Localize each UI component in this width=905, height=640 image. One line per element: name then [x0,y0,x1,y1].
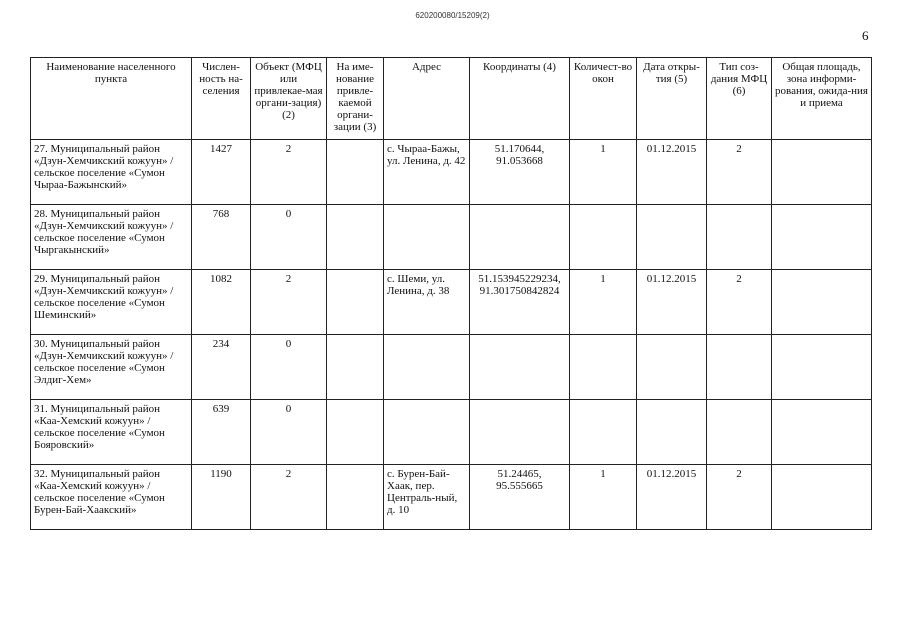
cell-area [772,205,872,270]
cell-coordinates [470,205,570,270]
cell-org-name [327,465,384,530]
cell-coordinates [470,400,570,465]
cell-windows: 1 [570,465,637,530]
cell-object: 0 [251,400,327,465]
column-header-area: Общая площадь, зона информи-рования, ожида-ния и приема [772,58,872,140]
column-header-object: Объект (МФЦ или привлекае-мая органи-зация) (2) [251,58,327,140]
column-header-windows: Количест-во окон [570,58,637,140]
table-row [31,205,872,270]
cell-address: с. Бурен-Бай-Хаак, пер. Централь-ный, д. 10 [384,465,470,530]
cell-address [384,400,470,465]
cell-population: 1190 [192,465,251,530]
cell-opening-date [637,335,707,400]
table-row [31,270,872,335]
cell-mfc-type [707,400,772,465]
cell-name: 27. Муниципальный район «Дзун-Хемчикский кожуун» / сельское поселение «Сумон Чыраа-Бажынский» [31,140,192,205]
cell-population: 1082 [192,270,251,335]
cell-windows [570,205,637,270]
cell-opening-date: 01.12.2015 [637,465,707,530]
cell-population: 639 [192,400,251,465]
cell-opening-date: 01.12.2015 [637,270,707,335]
cell-name: 30. Муниципальный район «Дзун-Хемчикский кожуун» / сельское поселение «Сумон Элдиг-Хем» [31,335,192,400]
cell-windows [570,400,637,465]
column-header-mfc-type: Тип соз-дания МФЦ (6) [707,58,772,140]
cell-windows [570,335,637,400]
table-row [31,335,872,400]
cell-mfc-type [707,205,772,270]
cell-org-name [327,270,384,335]
column-header-name: Наименование населенного пункта [31,58,192,140]
cell-windows: 1 [570,140,637,205]
table-header-row [31,58,872,140]
cell-coordinates: 51.24465, 95.555665 [470,465,570,530]
column-header-opening-date: Дата откры-тия (5) [637,58,707,140]
cell-area [772,335,872,400]
cell-area [772,400,872,465]
cell-address: с. Чыраа-Бажы, ул. Ленина, д. 42 [384,140,470,205]
cell-coordinates: 51.170644, 91.053668 [470,140,570,205]
cell-address [384,205,470,270]
cell-area [772,140,872,205]
settlements-table [30,57,872,530]
cell-address [384,335,470,400]
document-id: 620200080/15209(2) [415,11,490,20]
cell-mfc-type [707,335,772,400]
cell-mfc-type: 2 [707,465,772,530]
cell-object: 2 [251,270,327,335]
cell-area [772,465,872,530]
cell-coordinates: 51.153945229234, 91.301750842824 [470,270,570,335]
cell-area [772,270,872,335]
cell-population: 234 [192,335,251,400]
cell-object: 2 [251,140,327,205]
cell-population: 1427 [192,140,251,205]
column-header-coordinates: Координаты (4) [470,58,570,140]
cell-org-name [327,205,384,270]
cell-opening-date [637,205,707,270]
cell-name: 32. Муниципальный район «Каа-Хемский кожуун» / сельское поселение «Сумон Бурен-Бай-Хаакский» [31,465,192,530]
cell-address: с. Шеми, ул. Ленина, д. 38 [384,270,470,335]
cell-name: 28. Муниципальный район «Дзун-Хемчикский кожуун» / сельское поселение «Сумон Чыргакынский» [31,205,192,270]
table-row [31,140,872,205]
cell-org-name [327,400,384,465]
cell-org-name [327,335,384,400]
cell-windows: 1 [570,270,637,335]
cell-opening-date [637,400,707,465]
column-header-org-name: На име-нование привле-каемой органи-зации (3) [327,58,384,140]
cell-mfc-type: 2 [707,140,772,205]
page-number: 6 [862,28,869,43]
cell-org-name [327,140,384,205]
cell-name: 31. Муниципальный район «Каа-Хемский кожуун» / сельское поселение «Сумон Бояровский» [31,400,192,465]
cell-population: 768 [192,205,251,270]
cell-object: 0 [251,205,327,270]
cell-object: 0 [251,335,327,400]
cell-opening-date: 01.12.2015 [637,140,707,205]
cell-name: 29. Муниципальный район «Дзун-Хемчикский кожуун» / сельское поселение «Сумон Шеминский» [31,270,192,335]
cell-coordinates [470,335,570,400]
table-row [31,400,872,465]
cell-mfc-type: 2 [707,270,772,335]
table-row [31,465,872,530]
column-header-population: Числен-ность на-селения [192,58,251,140]
column-header-address: Адрес [384,58,470,140]
cell-object: 2 [251,465,327,530]
